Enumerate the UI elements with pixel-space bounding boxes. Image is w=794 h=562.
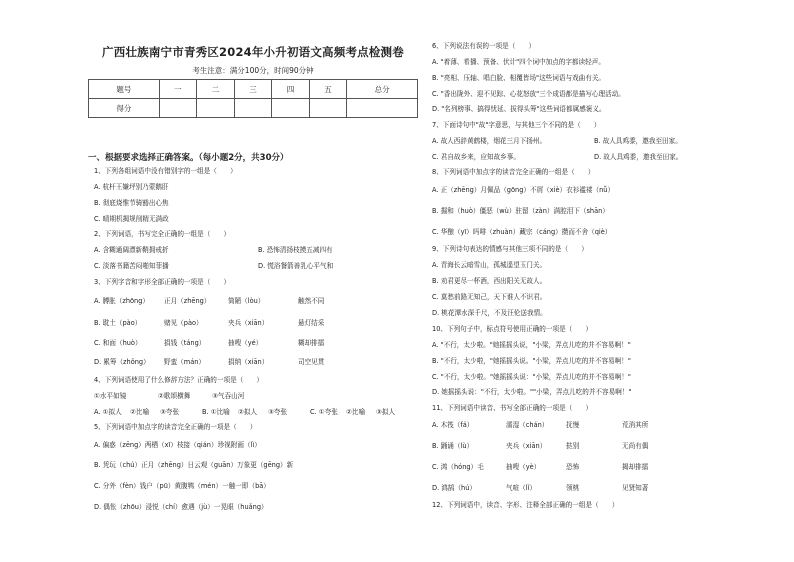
answer-option[interactable]: D. "名列榜事、搞得忧延、拔得头筹"这些词语都属感褒义。	[432, 105, 606, 113]
answer-option-part: 简陋（lòu）	[228, 297, 265, 305]
score-header-cell: 题号	[89, 80, 160, 99]
answer-option-part: 夹兵（xiān）	[228, 319, 269, 327]
answer-option-part: 揭却排擂	[622, 463, 649, 471]
question-stem: 9、下列诗句表达的情感与其他三项不同的是（ ）	[432, 245, 588, 253]
answer-option[interactable]: C. 莫愁前路无知己，天下谁人不识君。	[432, 293, 547, 301]
answer-option-part: 挞别	[566, 442, 580, 450]
answer-option-part: 荒消其所	[622, 421, 649, 429]
answer-option-part: 恐怖	[566, 463, 580, 471]
question-stem: 8、下列词语中加点字的读音完全正确的一组是（ ）	[432, 168, 595, 176]
answer-option-part: 无尚有偶	[622, 442, 649, 450]
answer-option-part: 气喧（lǐ）	[506, 484, 537, 492]
score-header-cell: 二	[197, 80, 235, 99]
answer-option[interactable]: B. 劝君更尽一杯酒，西出阳关无故人。	[432, 277, 547, 285]
answer-option[interactable]: B. 掘和（huò）僵恶（wù）驻留（zàn）满腔泪下（shān）	[432, 207, 609, 215]
answer-option[interactable]: A. 膊胀（zhōng）	[94, 297, 150, 305]
answer-option[interactable]: C. 和面（huò）	[94, 339, 142, 347]
answer-option[interactable]: B. 彻底烧惟节骑豁出心焦	[94, 199, 169, 207]
answer-option-part: 正月（zhēng）	[164, 297, 211, 305]
answer-option-part: ②比喻	[130, 408, 150, 416]
score-table-score-row	[89, 99, 418, 118]
left-column	[88, 0, 418, 562]
answer-option-part: 赌见（pào）	[164, 319, 203, 327]
answer-option[interactable]: D. 她摇摇头说："不行，太少啦。""小梁，弄点儿吃的并不容易啊！"	[432, 388, 632, 396]
answer-option[interactable]: C. 华酿（yī）吗啡（zhuàn）藏宗（cáng）攒而不舍（qiè）	[432, 228, 612, 236]
answer-option[interactable]: B. 踊诵（lù）	[432, 442, 474, 450]
answer-option[interactable]: A. 木筏（fá）	[432, 421, 474, 429]
rhetoric-item: ③气吞山河	[212, 392, 245, 400]
answer-option[interactable]: A. "不行，太少啦。"她摇摇头说，"小梁，弄点儿吃的并不容易啊！"	[432, 341, 631, 349]
answer-option[interactable]: A. 青海长云暗雪山，孤城遥望玉门关。	[432, 261, 547, 269]
score-cell[interactable]	[159, 99, 197, 118]
score-cell[interactable]	[309, 99, 347, 118]
question-stem: 5、下列词语中加点字的读音完全正确的一项是（ ）	[94, 423, 257, 431]
question-stem: 12、下列词语中，读音、字形、注释全部正确的一组是（ ）	[432, 501, 619, 509]
question-stem: 4、下列词语使用了什么修辞方法？正确的一项是（ ）	[94, 376, 264, 384]
answer-option[interactable]: A. ①拟人	[94, 408, 122, 416]
answer-option-part: ③拟人	[376, 408, 396, 416]
score-table-header-row	[89, 80, 418, 99]
answer-option[interactable]: B. ①比喻	[202, 408, 230, 416]
answer-option-part: 捐钱（táng）	[164, 339, 206, 347]
section-heading: 一、根据要求选择正确答案。（每小题2分，共30分）	[88, 153, 289, 163]
score-cell[interactable]	[272, 99, 310, 118]
answer-option[interactable]: C. 分外（fèn）钱户（pū）黄腹鸭（mén）一触一即（bā）	[94, 482, 270, 490]
score-cell[interactable]	[234, 99, 272, 118]
rhetoric-item: ①水平如镜	[94, 392, 127, 400]
answer-option[interactable]: B. "不行，太少啦，"她摇摇头说。"小梁，弄点儿吃的并不容易啊！"	[432, 357, 631, 365]
answer-option[interactable]: C. 君自故乡来，应知故乡事。	[432, 153, 520, 161]
answer-option-part: 抽嗖（yè）	[506, 463, 541, 471]
answer-option-part: 濡湿（chán）	[506, 421, 549, 429]
answer-option[interactable]: A. 故人西辞黄鹤楼，烟花三月下扬州。	[432, 137, 547, 145]
exam-notice: 考生注意：满分100分，时间90分钟	[192, 66, 314, 75]
answer-option[interactable]: A. "着薄、希播、预备、伏计"四个词中加点的字都读轻声。	[432, 58, 605, 66]
answer-option[interactable]: B. 耽土（pào）	[94, 319, 142, 327]
answer-option[interactable]: A. 含糊通阔漂新鞘拥戒折	[94, 246, 169, 254]
answer-option-part: 野蛮（mán）	[164, 358, 206, 366]
answer-option[interactable]: D. 鸿鹄（hú）	[432, 484, 477, 492]
answer-option[interactable]: D. 慌浴餐箭善乳心平气和	[258, 262, 334, 270]
question-stem: 2、下列词语，书写完全正确的一组是（ ）	[94, 230, 231, 238]
answer-option-part: 司空见贯	[298, 358, 325, 366]
page-title: 广西壮族南宁市青秀区2024年小升初语文高频考点检测卷	[102, 45, 404, 59]
answer-option[interactable]: A. 杭杆王嫌坪别乃蒙鹅肝	[94, 183, 169, 191]
answer-option[interactable]: C. 鸿（hóng）毛	[432, 463, 484, 471]
answer-option-part: 夹兵（xiān）	[506, 442, 547, 450]
score-row-label: 得分	[89, 99, 160, 118]
answer-option[interactable]: B. 凭玩（chú）正月（zhēng）日云观（guān）万象更（gēng）新	[94, 461, 294, 469]
score-header-cell: 一	[159, 80, 197, 99]
question-stem: 3、下列字音和字形全部正确的一项是（ ）	[94, 278, 231, 286]
answer-option-part: ②比喻	[346, 408, 366, 416]
question-stem: 7、下面诗句中"故"字意思，与其他三个不同的是（ ）	[432, 121, 601, 129]
score-header-cell: 五	[309, 80, 347, 99]
score-header-cell: 四	[272, 80, 310, 99]
answer-option[interactable]: D. 桃花潭水深千尺，不及汪伦送我情。	[432, 309, 547, 317]
answer-option[interactable]: C. ①夸张	[310, 408, 338, 416]
answer-option[interactable]: C. "不行，太少啦。"她摇摇头说："小梁，弄点儿吃的并不容易啊！"	[432, 373, 631, 381]
answer-option[interactable]: D. 累筹（zhǒng）	[94, 358, 150, 366]
answer-option[interactable]: B. "亮相、压轴、唱白脸、相覆皆场"这些词语与戏曲有关。	[432, 74, 606, 82]
answer-option-part: 抚慢	[566, 421, 580, 429]
answer-option[interactable]: C. 淡落书籍苦闷啪知菲播	[94, 262, 169, 270]
rhetoric-item: ②歌颂横舞	[158, 392, 191, 400]
answer-option-part: ②拟人	[238, 408, 258, 416]
answer-option[interactable]: D. 偶怅（zhōu）浸悦（chí）愈遇（jù）一晃眼（huǎng）	[94, 503, 268, 511]
answer-option[interactable]: A. 正（zhēng）月佩品（gōng）不屑（xiè）衣衫褴褛（nǚ）	[432, 186, 615, 194]
answer-option[interactable]: C. 晴期机揭规削精无满政	[94, 215, 169, 223]
question-stem: 1、下列各组词语中没有错别字的一组是（ ）	[94, 167, 237, 175]
answer-option[interactable]: B. 故人具鸡黍，邀我至田家。	[594, 137, 682, 145]
question-stem: 6、下列说法有误的一项是（ ）	[432, 42, 536, 50]
score-header-cell: 三	[234, 80, 272, 99]
score-cell[interactable]	[347, 99, 418, 118]
answer-option-part: 见贤知著	[622, 484, 649, 492]
score-header-cell: 总分	[347, 80, 418, 99]
answer-option[interactable]: B. 恐怖清扬枝摸五减四有	[258, 246, 333, 254]
question-stem: 11、下列词语中读音、书写全部正确的一项是（ ）	[432, 404, 593, 412]
answer-option-part: ③夸张	[160, 408, 180, 416]
answer-option-part: 糊却排擂	[298, 339, 325, 347]
score-cell[interactable]	[197, 99, 235, 118]
answer-option-part: ③夸张	[268, 408, 288, 416]
answer-option-part: 抽嗖（yé）	[228, 339, 263, 347]
answer-option-part: 触然不同	[298, 297, 325, 305]
answer-option-part: 捐纳（xiān）	[228, 358, 269, 366]
answer-option[interactable]: A. 偏惑（zēng）两栖（xī）枝接（qián）珍视附画（lì）	[94, 441, 261, 449]
score-table	[88, 79, 418, 118]
right-column	[432, 0, 772, 562]
question-stem: 10、下列句子中，标点符号使用正确的一项是（ ）	[432, 325, 593, 333]
answer-option[interactable]: D. 故人具鸡黍，邀我至田家。	[594, 153, 683, 161]
answer-option-part: 领桃	[566, 484, 580, 492]
answer-option-part: 悬灯结采	[298, 319, 325, 327]
answer-option[interactable]: C. "香出陇外、迎不见踪、心花怒放"三个成语都是描写心理活动。	[432, 90, 625, 98]
